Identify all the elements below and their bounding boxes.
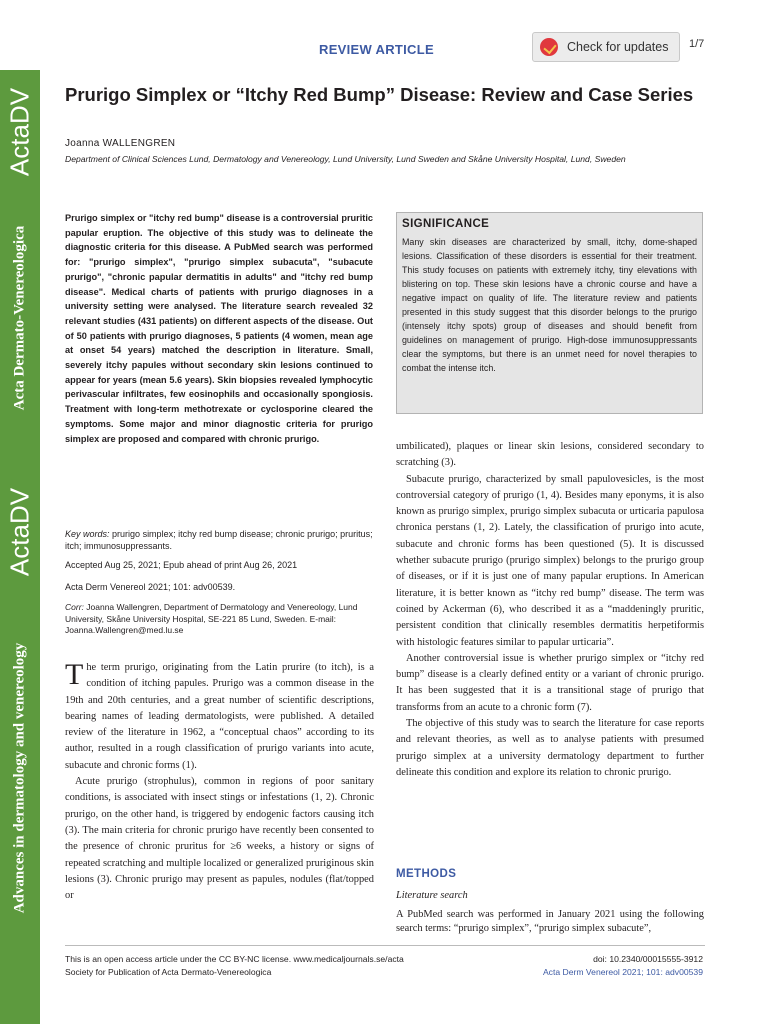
footer-society: Society for Publication of Acta Dermato-Venereologica [65, 967, 272, 977]
keywords [65, 528, 375, 552]
intro-paragraph-6: The objective of this study was to search the literature for case reports and relevant theories, as well as to analyse patients with presumed prurigo simplex at a university dermatology department to further delineate this condition and explore its relation to chronic prurigo. [396, 718, 704, 778]
methods-subheading: Literature search [396, 890, 468, 901]
author-name: Joanna WALLENGREN [65, 138, 176, 149]
intro-paragraph-4: Subacute prurigo, characterized by small papulovesicles, is the most controversial category of prurigo (1, 4). Besides many eponyms, it is also known as prurigo simplex, prurigo simplex subacuta or urticaria papulosa chronica perstans (1, 2). Lately, the classification of prurigo into acute, subacute and chronic forms has been questioned (5). It is discussed whether subacute prurigo (prurigo simplex) belongs to the prurigo group of diseases, or if it is just one of many papular eruptions. In American literature, it is better known as “itchy red bump” disease. The term was coined by Ackerman (6), who described it as a “maddeningly pruritic, persistent condition that clinically resembles dermatitis herpetiformis with histologic features similar to papular urticaria”. [396, 473, 704, 648]
methods-text: A PubMed search was performed in January 2021 using the following search terms: “prurigo simplex”, “prurigo simplex subacute”, [396, 909, 704, 934]
intro-left-column [65, 660, 374, 904]
page-number: 1/7 [689, 38, 705, 50]
footer-citation: Acta Derm Venereol 2021; 101: adv00539 [542, 967, 703, 977]
footer-divider [65, 945, 705, 946]
check-updates-label: Check for updates [567, 40, 669, 54]
keywords-label: Key words: [65, 529, 110, 539]
intro-paragraph-1-text: he term prurigo, originating from the Latin prurire (to itch), is a condition of itching papules. Prurigo was a common disease in the 19th and 20th centuries, and a great number of scientific descriptions, bearing names of leading dermatologists, were published. A detailed review of the literature in 1962, a “conceptual chaos” according to its author, resulted in a rough classification of prurigo variants into acute, subacute and chronic forms (1). [65, 662, 374, 771]
footer-doi[interactable]: doi: 10.2340/00015555-3912 [593, 954, 703, 964]
section-label: REVIEW ARTICLE [319, 42, 434, 57]
check-updates-button[interactable] [532, 32, 680, 62]
methods-heading: METHODS [396, 868, 457, 880]
citation: Acta Derm Venereol 2021; 101: adv00539. [65, 582, 236, 592]
intro-paragraph-1 [65, 660, 374, 774]
sidebar-logo-top: ActaDV [4, 87, 35, 177]
intro-paragraph-3: umbilicated), plaques or linear skin lesions, considered secondary to scratching (3). [396, 441, 704, 469]
journal-sidebar [0, 70, 40, 1024]
correspondence [65, 602, 375, 637]
keywords-text: prurigo simplex; itchy red bump disease; chronic prurigo; pruritus; itch; immunosuppressants. [65, 529, 373, 551]
abstract: Prurigo simplex or "itchy red bump" disease is a controversial pruritic papular eruption. The objective of this study was to delineate the diagnostic criteria for this disease. A PubMed search was performed for: "prurigo simplex", "prurigo simplex subacuta", "subacute prurigo", "chronic papular dermatitis in adults" and "itchy red bump disease". Medical charts of patients with prurigo diagnoses in a university setting were analysed. The literature search revealed 32 relevant studies (431 patients) on different aspects of the disease. Out of 50 patients with prurigo diagnoses, 5 patients (4 women, mean age at onset 54 years) matched the description in literature. Small, severely itchy papules without secondary skin lesions continued to appear for years (mean 5.6 years). Skin biopsies revealed lymphocytic perivascular infiltrates, few eosinophils and occasionally spongiosis. Treatment with long-term methotrexate or cyclosporine cleared the symptoms. Some major and minor diagnostic criteria for prurigo simplex are proposed and compared with chronic prurigo. [65, 213, 373, 444]
significance-box [396, 212, 703, 414]
check-updates-icon [540, 38, 558, 56]
sidebar-journal-name: Acta Dermato-Venereologica [11, 225, 28, 411]
footer-right [505, 953, 703, 979]
intro-paragraph-5: Another controversial issue is whether prurigo simplex or “itchy red bump” disease is a clearly defined entity or a variant of chronic prurigo. It has been suggested that it is a transitional stage of prurigo that transforms from an acute to a chronic form (7). [396, 652, 704, 713]
sidebar-advances: Advances in dermatology and venereology [11, 642, 28, 914]
significance-text: Many skin diseases are characterized by small, itchy, dome-shaped lesions. Classification of these disorders is essential for their treatment. This study focuses on patients with extremely itchy, tiny elevations with blistering on top. These skin lesions have a chronic course and have a negative impact on quality of life. The literature review and patients presented in this study suggest that this disorder belongs to the prurigo (intensely itchy spots) group of diseases and should benefit from guidelines on management of prurigo. High-dose immunosuppressants clear the symptoms, but there is an unmet need for novel therapies to combat the intense itch. [402, 237, 697, 373]
corr-label: Corr: [65, 602, 84, 612]
article-title: Prurigo Simplex or “Itchy Red Bump” Disease: Review and Case Series [65, 84, 694, 105]
intro-right-column [396, 439, 704, 781]
author-affiliation: Department of Clinical Sciences Lund, Dermatology and Venereology, Lund University, Lund Sweden and Skåne University Hospital, Lund, Sweden [65, 154, 626, 164]
significance-heading: SIGNIFICANCE [402, 218, 490, 230]
intro-paragraph-2: Acute prurigo (strophulus), common in regions of poor sanitary conditions, is associated with insect stings or infestations (1, 2). Chronic prurigo, on the other hand, is triggered by endogenic factors causing itch (3). The main criteria for chronic prurigo have recently been consented to the presence of chronic pruritus for ≥6 weeks, a history or signs of repeated scratching and multiple localized or generalized pruriginous skin lesions (3). Chronic prurigo may present as papules, nodules (flat/topped or [65, 776, 374, 902]
footer-license: This is an open access article under the CC BY-NC license. www.medicaljournals.se/acta [65, 954, 404, 964]
sidebar-logo-bottom: ActaDV [4, 487, 35, 577]
footer-left [65, 953, 404, 979]
accepted-date: Accepted Aug 25, 2021; Epub ahead of print Aug 26, 2021 [65, 560, 298, 570]
corr-text: Joanna Wallengren, Department of Dermatology and Venereology, Lund University, Skåne University Hospital, SE-221 85 Lund, Sweden. E-mail: Joanna.Wallengren@med.lu.se [65, 602, 358, 635]
drop-cap: T [65, 658, 84, 691]
